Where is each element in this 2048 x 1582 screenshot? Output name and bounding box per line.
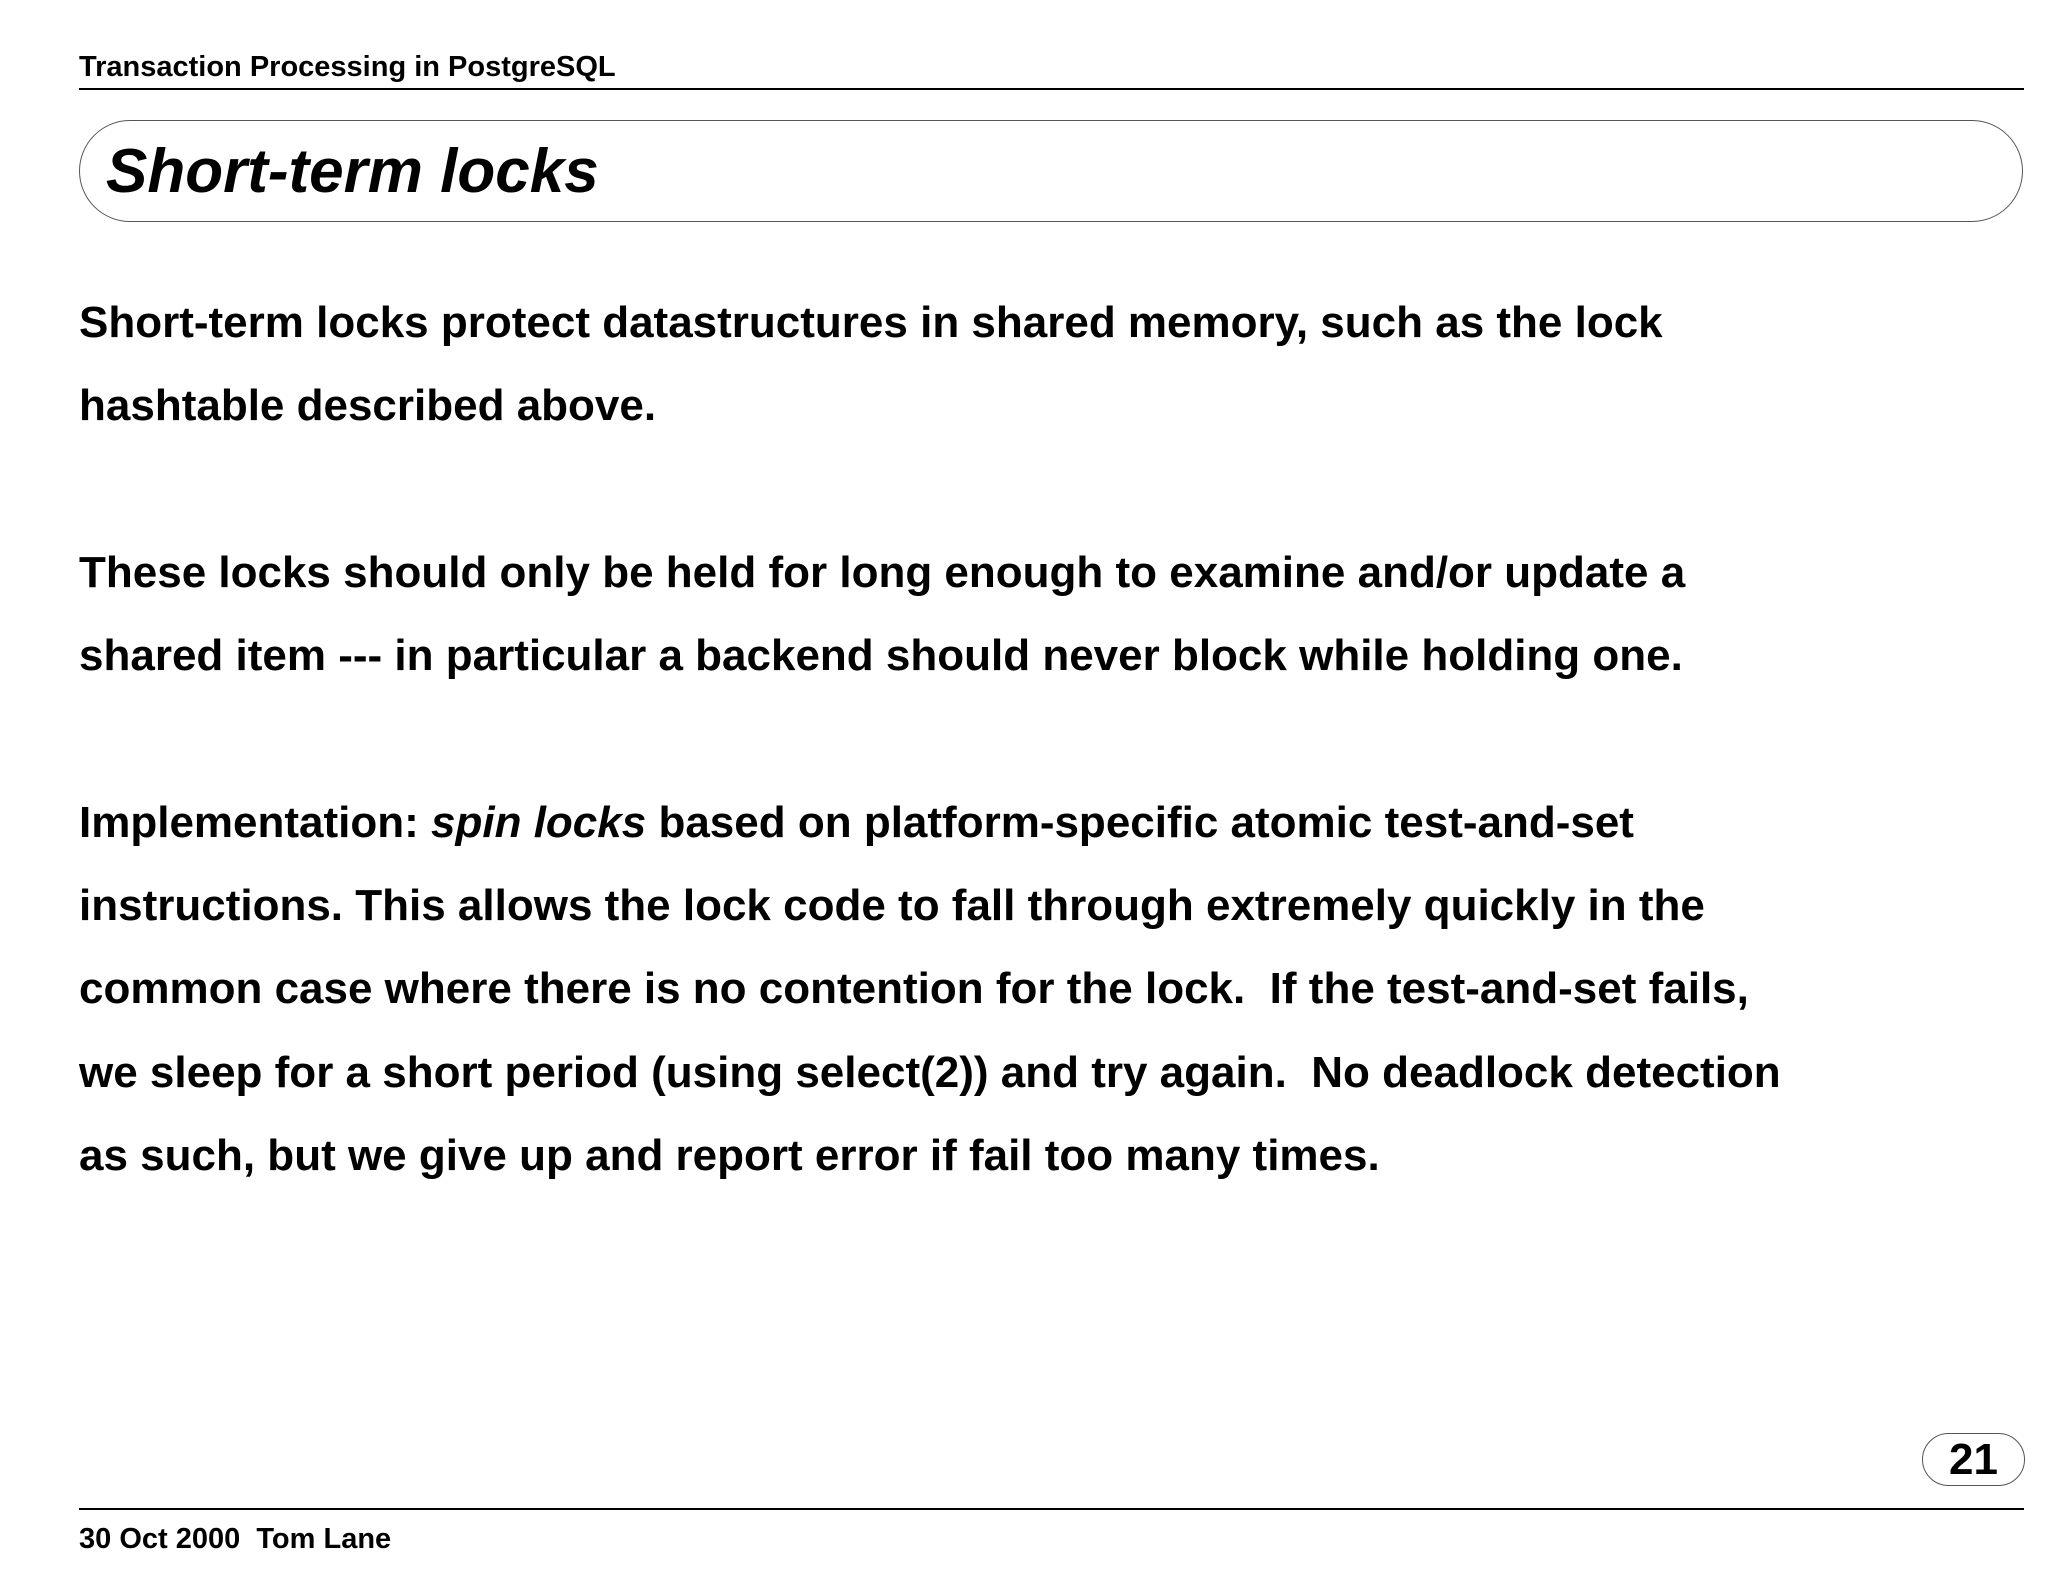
- implementation-label: Implementation:: [79, 797, 432, 847]
- footer-date: 30 Oct 2000: [79, 1523, 241, 1555]
- body-line: we sleep for a short period (using select(2)) and try again. No deadlock detection: [79, 1047, 1781, 1097]
- paragraph-short-term-locks: [79, 281, 2019, 448]
- body-line: common case where there is no contention for the lock. If the test-and-set fails,: [79, 964, 1749, 1014]
- footer-rule: [79, 1508, 2024, 1510]
- footer-author: Tom Lane: [256, 1523, 392, 1555]
- paragraph-implementation: [79, 781, 2019, 1197]
- slide-title: Short-term locks: [106, 137, 599, 206]
- implementation-text: based on platform-specific atomic test-and-set: [646, 797, 1634, 847]
- body-line: shared item --- in particular a backend should never block while holding one.: [79, 631, 1683, 681]
- body-line: instructions. This allows the lock code to fall through extremely quickly in the: [79, 881, 1705, 931]
- body-line: as such, but we give up and report error if fail too many times.: [79, 1130, 1380, 1180]
- paragraph-hold-duration: [79, 531, 2019, 698]
- slide-body: [79, 281, 2019, 1197]
- document-header-title: Transaction Processing in PostgreSQL: [79, 51, 616, 83]
- body-line-implementation: [79, 781, 2019, 864]
- footer-credit: [79, 1522, 391, 1556]
- body-line: hashtable described above.: [79, 381, 657, 431]
- body-line: Short-term locks protect datastructures in shared memory, such as the lock: [79, 298, 1663, 347]
- spin-locks-term: spin locks: [431, 797, 647, 847]
- body-line: These locks should only be held for long enough to examine and/or update a: [79, 547, 1686, 597]
- page-number: 21: [1949, 1435, 1998, 1484]
- header-rule: [79, 88, 2024, 90]
